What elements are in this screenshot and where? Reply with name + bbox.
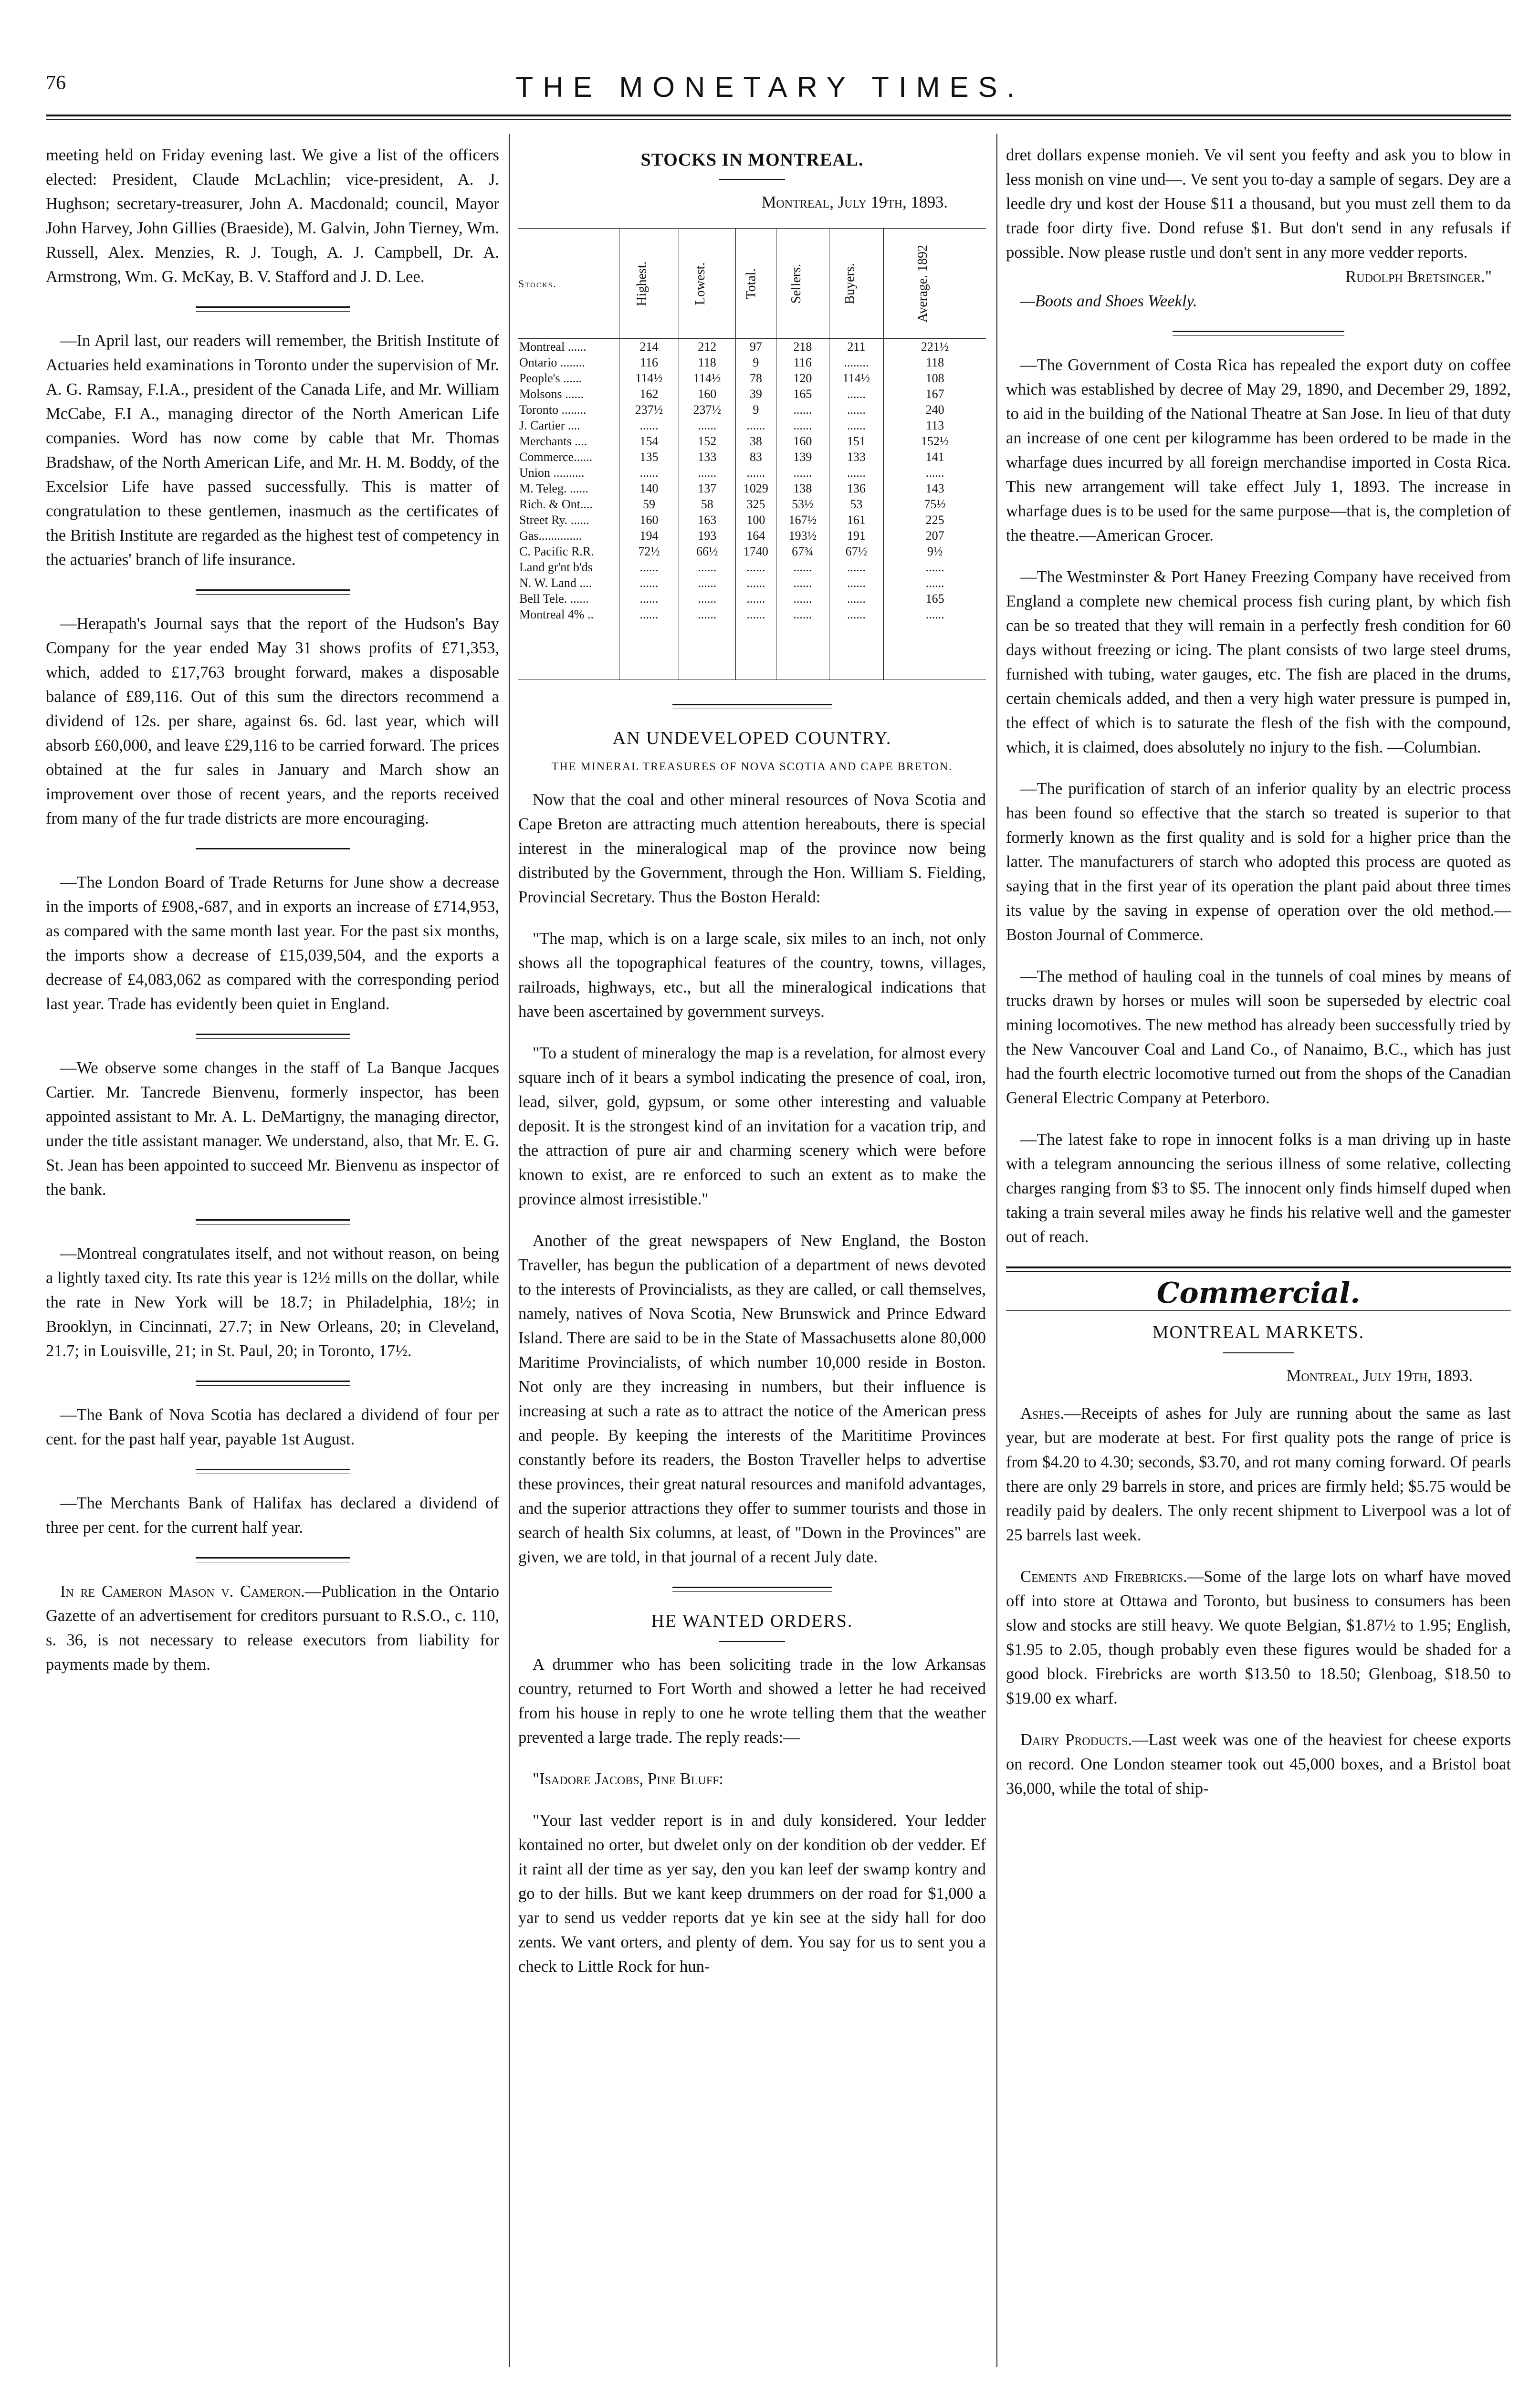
stock-value-cell: 120 <box>776 370 829 386</box>
masthead-title: THE MONETARY TIMES. <box>515 71 1025 103</box>
section-rule-thin <box>1006 1310 1511 1311</box>
stock-name-cell: Land gr'nt b'ds <box>519 560 593 574</box>
section-rule <box>1006 1266 1511 1268</box>
stock-value-cell: 118 <box>884 355 986 370</box>
stocks-row <box>518 402 986 418</box>
article-paragraph: dret dollars expense monieh. Ve vil sent you feefty and ask you to blow in less monish on vine und—. Ve sent you to-day a sample of segars. Dey are a leedle dry und kost der House $11 a thousand, but you must zell them to da trade foor dirty five. Dond refuse $1. But don't send in any refusals if possible. Now please rustle und don't sent in any more vedder reports. <box>1006 146 1511 262</box>
column-header <box>829 229 884 339</box>
stock-value-cell: 39 <box>735 386 776 402</box>
stock-value-cell: 160 <box>619 512 679 528</box>
stock-value-cell: ...... <box>679 607 735 680</box>
stock-value-cell: 164 <box>735 528 776 544</box>
stock-value-cell: 139 <box>776 449 829 465</box>
stock-value-cell: ...... <box>679 591 735 607</box>
stock-value-cell: 66½ <box>679 544 735 559</box>
stock-value-cell: 237½ <box>679 402 735 418</box>
section-rule-thin <box>1006 1271 1511 1272</box>
stock-value-cell: 1740 <box>735 544 776 559</box>
stocks-row <box>518 591 986 607</box>
stock-value-cell: ...... <box>619 418 679 433</box>
stock-value-cell: 100 <box>735 512 776 528</box>
stocks-header-row <box>518 229 986 339</box>
stock-value-cell: 194 <box>619 528 679 544</box>
article-paragraph: —Herapath's Journal says that the report of the Hudson's Bay Company for the year ended May 31 shows profits of £71,353, which, added to £17,763 brought forward, makes a disposable balance of £89,116. Out of this sum the directors recommend a dividend of 12s. per share, against 6s. 6d. last year, which will absorb £60,000, and leave £29,116 to be carried forward. The prices obtained at the fur sales in January and March show an improvement over those of recent years, and the reports received from many of the fur trade districts are more encouraging. <box>46 615 499 827</box>
stock-value-cell: ...... <box>829 575 884 591</box>
stock-value-cell: 218 <box>776 339 829 355</box>
stock-value-cell: 67¾ <box>776 544 829 559</box>
stocks-header: Stocks. <box>518 229 619 339</box>
article-subheading: THE MINERAL TREASURES OF NOVA SCOTIA AND CAPE BRETON. <box>551 761 953 773</box>
separator <box>672 704 831 709</box>
article-paragraph <box>1006 1402 1511 1548</box>
stock-value-cell: 151 <box>829 433 884 449</box>
stock-value-cell: ...... <box>619 591 679 607</box>
stock-value-cell: ...... <box>776 559 829 575</box>
separator <box>196 848 350 853</box>
stock-name-cell: Montreal ...... <box>519 340 587 354</box>
separator <box>1173 331 1344 336</box>
stock-value-cell: ...... <box>619 465 679 481</box>
section-title-commercial: Commercial. <box>1156 1277 1361 1310</box>
stock-name-cell: J. Cartier .... <box>519 419 580 432</box>
stock-value-cell: 135 <box>619 449 679 465</box>
stock-value-cell: 160 <box>776 433 829 449</box>
stock-value-cell: ...... <box>829 559 884 575</box>
stock-value-cell: ...... <box>884 559 986 575</box>
article-paragraph: —The method of hauling coal in the tunnels of coal mines by means of trucks drawn by horses or mules will soon be superseded by electric coal mining locomotives. The new method has already been successfully tried by the New Vancouver Coal and Land Co., of Nanaimo, B.C., which has just had the fourth electric locomotive turned out from the shops of the Canadian General Electric Company at Peterboro. <box>1006 967 1511 1107</box>
column-header <box>735 229 776 339</box>
stock-name-cell: Rich. & Ont.... <box>519 497 593 511</box>
stock-value-cell: 137 <box>679 481 735 496</box>
stock-value-cell: 78 <box>735 370 776 386</box>
stock-value-cell: ........ <box>829 355 884 370</box>
stock-value-cell: ...... <box>884 607 986 680</box>
article-paragraph: "The map, which is on a large scale, six miles to an inch, not only shows all the topographical features of the country, towns, villages, railroads, highways, etc., but all the mineralogical indications that have been ascertained by government surveys. <box>518 930 986 1021</box>
column-divider <box>996 134 997 2367</box>
article-paragraph: —The Bank of Nova Scotia has declared a dividend of four per cent. for the past half year, payable 1st August. <box>46 1406 499 1448</box>
stock-value-cell: ...... <box>735 418 776 433</box>
stock-value-cell: 1029 <box>735 481 776 496</box>
stock-value-cell: ...... <box>829 607 884 680</box>
paragraph-text: —Publication in the Ontario Gazette of an advertisement for creditors pursuant to R.S.O., c. 110, s. 36, is not necessary to release executors from liability for payments made by them. <box>46 1582 499 1674</box>
stock-value-cell: 9 <box>735 355 776 370</box>
article-paragraph: "Your last vedder report is in and duly konsidered. Your ledder kontained no orter, but dwelet only on der kondition ob der vedder. Ef it raint all der time as yer say, den you kan leef der swamp kontry and go to der hills. But we kant keep drummers on der road for $1,000 a yar to send us vedder reports dat ye kin see at the sidy hall for doo zents. We vant orters, and plenty of dem. You say for us to sent you a check to Little Rock for hun- <box>518 1811 986 1976</box>
stock-value-cell: 9 <box>735 402 776 418</box>
article-paragraph: —The purification of starch of an inferior quality by an electric process has been found so effective that the starch so treated is superior to that formerly known as the first quality and is sold for a higher price than the latter. The manufacturers of starch who adopted this process are quoted as saying that in the first year of its operation the plant paid about three times its value by the saving in expense of operation over the old method.— Boston Journal of Commerce. <box>1006 780 1511 944</box>
stocks-body <box>518 339 986 680</box>
article-paragraph: Now that the coal and other mineral resources of Nova Scotia and Cape Breton are attracting much attention hereabouts, there is special interest in the mineralogical map of the province now being distributed by the Government, through the Hon. William S. Fielding, Provincial Secretary. Thus the Boston Herald: <box>518 791 986 906</box>
stock-value-cell: 59 <box>619 496 679 512</box>
stock-name-cell: People's ...... <box>519 371 582 385</box>
column-header-label: Buyers. <box>842 262 858 304</box>
stock-value-cell: ...... <box>619 575 679 591</box>
stock-value-cell: 167 <box>884 386 986 402</box>
separator <box>196 306 350 312</box>
separator <box>196 1219 350 1224</box>
article-paragraph: —The Westminster & Port Haney Freezing Company have received from England a complete new chemical process fish curing plant, by which fish can be so treated that they will remain in a perfectly fresh condition for 60 days without freezing or icing. The plant consists of two large steel drums, furnished with tubing, water gauges, etc. The fish are placed in the drums, certain chemicals added, and then a very high water pressure is pumped in, the effect of which is to saturate the flesh of the fish with the compound, which, it is claimed, does absolutely no injury to the fish. —Columbian. <box>1006 568 1511 756</box>
separator <box>196 1557 350 1562</box>
stocks-row <box>518 575 986 591</box>
stock-value-cell: ...... <box>776 607 829 680</box>
stocks-row <box>518 544 986 559</box>
stock-value-cell: ...... <box>776 575 829 591</box>
stock-value-cell: 225 <box>884 512 986 528</box>
stock-value-cell: ...... <box>829 591 884 607</box>
stock-value-cell: 152½ <box>884 433 986 449</box>
stocks-row <box>518 465 986 481</box>
column-header <box>776 229 829 339</box>
column-header <box>679 229 735 339</box>
attribution <box>1006 289 1511 314</box>
stock-name-cell: Molsons ...... <box>519 387 584 401</box>
stock-value-cell: 154 <box>619 433 679 449</box>
stocks-row <box>518 339 986 355</box>
stock-value-cell: ...... <box>735 591 776 607</box>
column-header-label: Sellers. <box>789 263 804 303</box>
stock-name-cell: Montreal 4% .. <box>518 607 619 680</box>
stock-value-cell: 193 <box>679 528 735 544</box>
stocks-row <box>518 512 986 528</box>
stock-value-cell: 165 <box>884 591 986 607</box>
paragraph-text: —Receipts of ashes for July are running about the same as last year, but are moderate at best. For first quality pots the range of price is from $4.20 to 4.30; seconds, $3.70, and rot many coming forward. Of pearls there are only 29 barrels in store, and prices are firmly held; $5.75 would be readily paid by dealers. The only recent shipment to Liverpool was a lot of 25 barrels last week. <box>1006 1404 1511 1544</box>
stock-value-cell: ...... <box>884 465 986 481</box>
stock-value-cell: ...... <box>679 559 735 575</box>
column-header-label: Lowest. <box>693 262 708 305</box>
column-header-label: Average. 1892 <box>915 244 931 323</box>
article-paragraph: A drummer who has been soliciting trade in the low Arkansas country, returned to Fort Worth and showed a letter he had received from his house in reply to one he wrote telling them that the weather prevented a large trade. The reply reads:— <box>518 1655 986 1747</box>
column-header-label: Total. <box>744 268 759 299</box>
article-paragraph: —The Merchants Bank of Halifax has declared a dividend of three per cent. for the current half year. <box>46 1494 499 1537</box>
stock-value-cell: 207 <box>884 528 986 544</box>
stock-name-cell: Street Ry. ...... <box>519 513 589 527</box>
stock-value-cell: 325 <box>735 496 776 512</box>
article-paragraph: "Isadore Jacobs, Pine Bluff: <box>533 1770 723 1788</box>
stocks-row <box>518 496 986 512</box>
stock-value-cell: 114½ <box>619 370 679 386</box>
separator <box>719 1641 785 1642</box>
stock-name-cell: Gas.............. <box>519 529 582 543</box>
column-divider <box>509 134 510 2367</box>
column-header-label: Highest. <box>634 261 650 306</box>
stock-name-cell: Commerce...... <box>519 450 593 464</box>
article-paragraph: —The London Board of Trade Returns for June show a decrease in the imports of £908,-687, and in exports an increase of £714,953, as compared with the same month last year. For the past six months, the imports show a decrease of £15,039,504, and the exports a decrease of £4,083,062 as compared with the corresponding period last year. Trade has evidently been quiet in England. <box>46 873 499 1013</box>
stock-value-cell: 141 <box>884 449 986 465</box>
column-left <box>46 143 499 1694</box>
stock-value-cell: 114½ <box>679 370 735 386</box>
stock-value-cell: 193½ <box>776 528 829 544</box>
stock-name-cell: Ontario ........ <box>519 356 585 369</box>
stock-name-cell: M. Teleg. ...... <box>519 481 589 495</box>
stocks-table <box>518 228 986 680</box>
article-paragraph: —The Government of Costa Rica has repealed the export duty on coffee which was established by decree of May 29, 1890, and December 29, 1892, to aid in the building of the National Theatre at San Jose. In lieu of that duty an increase of one cent per kilogramme has been ordered to be made in the wharfage dues incurred by all foreign merchandise imported in Costa Rica. This new arrangement will take effect July 1, 1893. The increase in wharfage dues is to be used for the same purpose—that is, the completion of the theatre.—American Grocer. <box>1006 356 1511 544</box>
stock-value-cell: 160 <box>679 386 735 402</box>
stock-value-cell: 53 <box>829 496 884 512</box>
article-paragraph: —The latest fake to rope in innocent folks is a man driving up in haste with a telegram announcing the serious illness of some relative, collecting charges ranging from $3 to $5. The innocent only finds himself duped when taking a train several miles away he finds his relative well and the gamester out of reach. <box>1006 1130 1511 1246</box>
stock-value-cell: 58 <box>679 496 735 512</box>
masthead-rule <box>46 115 1511 116</box>
stock-value-cell: 83 <box>735 449 776 465</box>
stock-value-cell: 113 <box>884 418 986 433</box>
stock-value-cell: ...... <box>829 386 884 402</box>
stocks-row <box>518 559 986 575</box>
stock-value-cell: 140 <box>619 481 679 496</box>
stock-value-cell: ...... <box>829 402 884 418</box>
stock-name-cell: Bell Tele. ...... <box>519 592 589 606</box>
stock-value-cell: ...... <box>776 418 829 433</box>
article-heading: HE WANTED ORDERS. <box>651 1611 853 1631</box>
stock-name-cell: Union .......... <box>519 466 585 480</box>
stock-value-cell: ...... <box>884 575 986 591</box>
stock-value-cell: ...... <box>735 559 776 575</box>
stock-value-cell: 136 <box>829 481 884 496</box>
stock-value-cell: 97 <box>735 339 776 355</box>
stock-value-cell: ...... <box>776 402 829 418</box>
stock-value-cell: 143 <box>884 481 986 496</box>
column-header <box>884 229 986 339</box>
stocks-row <box>518 370 986 386</box>
stock-value-cell: 211 <box>829 339 884 355</box>
stock-value-cell: 114½ <box>829 370 884 386</box>
separator <box>196 1469 350 1474</box>
stocks-dateline: Montreal, July 19th, 1893. <box>761 193 948 211</box>
stock-value-cell: ...... <box>619 559 679 575</box>
stock-name-cell: C. Pacific R.R. <box>519 544 594 558</box>
stock-value-cell: 116 <box>619 355 679 370</box>
column-middle <box>518 143 986 1996</box>
stock-value-cell: ...... <box>679 418 735 433</box>
stock-value-cell: 214 <box>619 339 679 355</box>
stock-value-cell: 75½ <box>884 496 986 512</box>
article-heading: AN UNDEVELOPED COUNTRY. <box>612 728 892 748</box>
stock-value-cell: ...... <box>776 465 829 481</box>
stock-value-cell: 165 <box>776 386 829 402</box>
lead-in: Ashes. <box>1020 1404 1065 1423</box>
masthead-rule-thin <box>46 119 1511 120</box>
article-paragraph: —In April last, our readers will remember, the British Institute of Actuaries held examinations in Toronto under the supervision of Mr. A. G. Ramsay, F.I.A., president of the Canada Life, and Mr. William McCabe, F.I A., managing director of the North American Life companies. Word has now come by cable that Mr. Thomas Bradshaw, of the North American Life, and Mr. H. M. Boddy, of the Excelsior Life have passed successfully. This is matter of congratulation to these gentlemen, inasmuch as the certificates of the British Institute are regarded as the highest test of competency in the actuaries' branch of life insurance. <box>46 332 499 569</box>
stocks-row <box>518 355 986 370</box>
stocks-row <box>518 481 986 496</box>
stock-value-cell: ...... <box>679 465 735 481</box>
stocks-row <box>518 607 986 680</box>
stock-value-cell: 163 <box>679 512 735 528</box>
stock-value-cell: 240 <box>884 402 986 418</box>
column-right <box>1006 143 1511 1818</box>
stock-value-cell: 108 <box>884 370 986 386</box>
stock-value-cell: 9½ <box>884 544 986 559</box>
column-header <box>619 229 679 339</box>
stock-value-cell: 138 <box>776 481 829 496</box>
stock-value-cell: 212 <box>679 339 735 355</box>
article-paragraph <box>1006 1565 1511 1711</box>
paragraph-text: —Last week was one of the heaviest for cheese exports on record. One London steamer took out 45,000 boxes, and a Bristol boat 36,000, while the total of ship- <box>1006 1731 1511 1798</box>
stocks-row <box>518 386 986 402</box>
stock-value-cell: 38 <box>735 433 776 449</box>
paragraph-text: —Some of the large lots on wharf have moved off into store at Ottawa and Toronto, but business to consumers has been slow and stocks are still heavy. We quote Belgian, $1.87½ to 1.95; English, $1.95 to 2.05, though probably even these figures would be shaded for a good block. Firebricks are worth $13.50 to 18.50; Glenboag, $18.50 to $19.00 ex wharf. <box>1006 1568 1511 1707</box>
stock-name-cell: N. W. Land .... <box>519 576 592 590</box>
stock-value-cell: 67½ <box>829 544 884 559</box>
stocks-row <box>518 418 986 433</box>
article-paragraph: meeting held on Friday evening last. We give a list of the officers elected: President, Claude McLachlin; vice-president, A. J. Hughson; secretary-treasurer, John A. Macdonald; council, Mayor John Harvey, John Gillies (Braeside), M. Galvin, John Tierney, Wm. Russell, Alex. Menzies, R. J. Tough, A. J. Campbell, Dr. A. Armstrong, Wm. G. McKay, B. V. Stafford and J. D. Lee. <box>46 146 499 286</box>
separator <box>196 1034 350 1039</box>
separator <box>1223 1352 1294 1353</box>
stock-value-cell: ...... <box>679 575 735 591</box>
stock-name-cell: Toronto ........ <box>519 403 587 417</box>
stocks-title: STOCKS IN MONTREAL. <box>640 150 864 170</box>
stock-value-cell: ...... <box>829 465 884 481</box>
stock-value-cell: ...... <box>619 607 679 680</box>
article-paragraph <box>46 1580 499 1677</box>
article-paragraph <box>1006 1728 1511 1801</box>
stock-value-cell: 161 <box>829 512 884 528</box>
stock-name-cell: Merchants .... <box>519 434 587 448</box>
attribution-text: —Boots and Shoes Weekly. <box>1020 292 1197 310</box>
stock-value-cell: ...... <box>735 607 776 680</box>
lead-in: Cements and Firebricks. <box>1020 1568 1187 1586</box>
stock-value-cell: 72½ <box>619 544 679 559</box>
stock-value-cell: 191 <box>829 528 884 544</box>
stock-value-cell: 152 <box>679 433 735 449</box>
article-paragraph: —We observe some changes in the staff of La Banque Jacques Cartier. Mr. Tancrede Bienvenu, formerly inspector, has been appointed assistant to Mr. A. L. DeMartigny, the managing director, under the title assistant manager. We understand, also, that Mr. E. G. St. Jean has been appointed to succeed Mr. Bienvenu as inspector of the bank. <box>46 1059 499 1199</box>
article-paragraph: Another of the great newspapers of New England, the Boston Traveller, has begun the publication of a department of news devoted to the interests of Provincialists, as they are called, or call themselves, namely, natives of Nova Scotia, New Brunswick and Prince Edward Island. There are said to be in the State of Massachusetts alone 80,000 Maritime Provincialists, of which number 10,000 reside in Boston. Not only are they increasing in numbers, but their influence is increasing at such a rate as to attract the notice of the American press and people. By keeping the interests of the Marititime Provinces constantly before its readers, the Boston Traveller helps to advertise these provinces, their great natural resources and manifold advantages, and the superior attractions they offer to summer tourists and those in search of health Six columns, at least, of "Down in the Provinces" are given, we are told, in that journal of a recent July date. <box>518 1232 986 1566</box>
stock-value-cell: ...... <box>829 418 884 433</box>
letter-signature: Rudolph Bretsinger." <box>1345 268 1492 286</box>
stock-value-cell: 237½ <box>619 402 679 418</box>
stock-value-cell: ...... <box>776 591 829 607</box>
stock-value-cell: 162 <box>619 386 679 402</box>
stocks-row <box>518 449 986 465</box>
stock-value-cell: 133 <box>679 449 735 465</box>
separator <box>719 179 785 180</box>
stock-value-cell: 116 <box>776 355 829 370</box>
lead-in: Dairy Products. <box>1020 1731 1132 1749</box>
article-paragraph: —Montreal congratulates itself, and not without reason, on being a lightly taxed city. Its rate this year is 12½ mills on the dollar, while the rate in New York will be 18.7; in Philadelphia, 18½; in Brooklyn, in Cincinnati, 27.7; in New Orleans, 20; in Cleveland, 21.7; in Louisville, 21; in St. Paul, 20; in Toronto, 17½. <box>46 1245 499 1360</box>
stock-value-cell: 53½ <box>776 496 829 512</box>
stocks-row <box>518 528 986 544</box>
markets-dateline: Montreal, July 19th, 1893. <box>1286 1367 1473 1385</box>
article-heading: MONTREAL MARKETS. <box>1152 1322 1365 1342</box>
stock-value-cell: ...... <box>735 575 776 591</box>
stock-value-cell: ...... <box>735 465 776 481</box>
separator <box>196 1381 350 1386</box>
stock-value-cell: 118 <box>679 355 735 370</box>
article-paragraph: "To a student of mineralogy the map is a revelation, for almost every square inch of it bears a symbol indicating the presence of coal, iron, lead, silver, gold, gypsum, or some other interesting and valuable deposit. It is the strongest kind of an invitation for a vacation trip, and the attraction of pure air and charming scenery which were before known to exist, are re enforced to such an extent as to make the province almost irresistible." <box>518 1044 986 1208</box>
stock-value-cell: 133 <box>829 449 884 465</box>
stock-value-cell: 221½ <box>884 339 986 355</box>
lead-in: In re Cameron Mason v. Cameron. <box>60 1582 305 1601</box>
stocks-row <box>518 433 986 449</box>
separator <box>196 589 350 595</box>
separator <box>672 1587 831 1592</box>
page-number: 76 <box>46 72 66 94</box>
stock-value-cell: 167½ <box>776 512 829 528</box>
